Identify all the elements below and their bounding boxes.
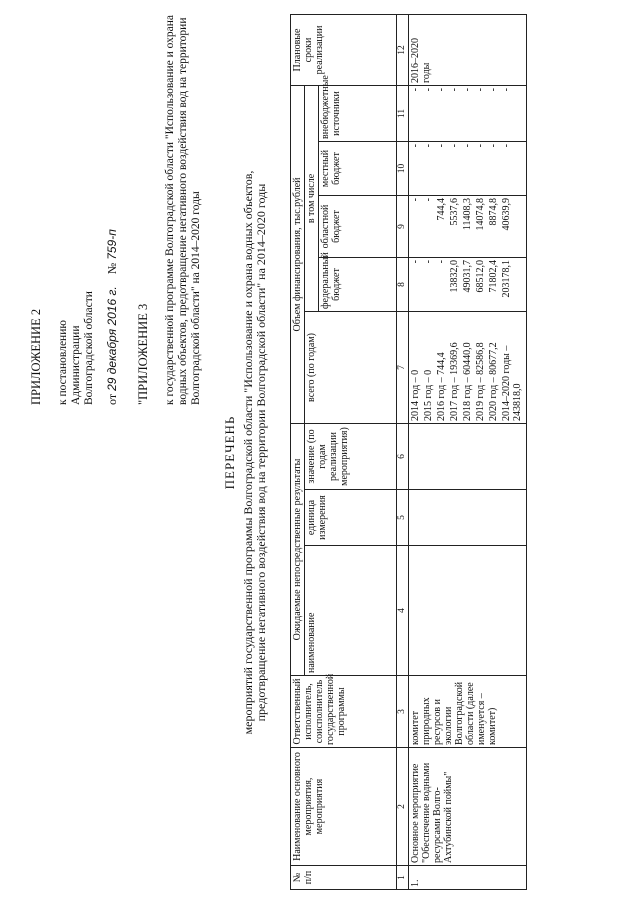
- local-value: -: [488, 143, 499, 148]
- federal-value: 71802,4: [488, 259, 499, 293]
- row-terms: 2016–2020 годы: [409, 14, 527, 85]
- document-subtitle: мероприятий государственной программы Волгоградской области "Использование и охрана водных объектов, предотвращение негативного воздействия вод на территории Волгоградской области" на 2014–2020 годы: [241, 170, 268, 735]
- total-value: 2014 год – 0: [410, 369, 421, 421]
- extra-value: -: [488, 87, 499, 92]
- total-value: 2014–2020 годы – 243818,0: [501, 345, 523, 421]
- row-res-name: [409, 546, 527, 676]
- header-regional: областной бюджет: [319, 195, 397, 257]
- federal-value: -: [436, 259, 447, 264]
- col-number: 8: [397, 257, 409, 311]
- header-federal: федеральный бюджет: [319, 257, 397, 311]
- regional-value: 744,4: [436, 197, 447, 221]
- col-number: 2: [397, 748, 409, 866]
- row-regional: [409, 195, 527, 257]
- total-value: 2016 год – 744,4: [436, 352, 447, 421]
- col-number: 9: [397, 195, 409, 257]
- header-incl: в том числе: [305, 85, 319, 311]
- appendix3-title: "ПРИЛОЖЕНИЕ 3: [136, 303, 150, 405]
- header-res-unit: единица измерения: [305, 490, 397, 546]
- extra-value: -: [410, 87, 421, 92]
- column-numbers-row: [397, 14, 409, 889]
- col-number: 1: [397, 866, 409, 890]
- federal-value: 49031,7: [462, 259, 473, 293]
- local-value: -: [410, 143, 421, 148]
- number-label: №: [105, 262, 119, 275]
- header-finance: Объем финансирования, тыс.рублей: [291, 85, 305, 423]
- measures-table: [290, 14, 527, 890]
- row-local: [409, 141, 527, 195]
- col-number: 12: [397, 14, 409, 85]
- appendix-date-row: [106, 15, 119, 405]
- federal-value: 13832,0: [449, 259, 460, 293]
- total-value: 2020 год – 80677,2: [488, 342, 499, 421]
- header-terms: Плановые сроки реализации: [291, 14, 397, 85]
- local-value: -: [475, 143, 486, 148]
- appendix3-text: к государственной программе Волгоградской области "Использование и охрана водных объектов, предотвращение негативного воздействия вод на территории Волгоградской области" на 2014–2020 годы: [164, 15, 202, 405]
- appendix-line: к постановлению: [57, 320, 69, 405]
- extra-value: -: [462, 87, 473, 92]
- local-value: -: [436, 143, 447, 148]
- row-res-unit: [409, 490, 527, 546]
- federal-value: -: [410, 259, 421, 264]
- table-header-row: [291, 14, 305, 889]
- row-name: Основное мероприятие "Обеспечение водными ресурсами Волго-Ахтубинской поймы": [409, 748, 527, 866]
- date-value: 29 декабря 2016 г.: [105, 286, 119, 391]
- appendix-line: Администрации: [70, 325, 82, 405]
- total-value: 2019 год – 82586,8: [475, 342, 486, 421]
- appendix-block: [30, 15, 203, 405]
- regional-value: -: [410, 197, 421, 202]
- col-number: 6: [397, 423, 409, 489]
- header-executor: Ответственный исполнитель, соисполнитель государственной программы: [291, 676, 397, 748]
- row-res-value: [409, 423, 527, 489]
- extra-value: -: [423, 87, 434, 92]
- regional-value: 11408,3: [462, 197, 473, 231]
- row-executor: комитет природных ресурсов и экологии Волгоградской области (далее именуется – комитет): [409, 676, 527, 748]
- date-prefix: от: [105, 393, 119, 405]
- appendix-line: Волгоградской области: [83, 291, 95, 405]
- col-number: 7: [397, 311, 409, 423]
- header-res-value: значение (по годам реализации мероприятия): [305, 423, 397, 489]
- appendix-title: ПРИЛОЖЕНИЕ 2: [29, 308, 43, 405]
- table-row: [409, 14, 527, 889]
- row-num: 1.: [409, 866, 527, 890]
- number-value: 759-п: [105, 229, 119, 260]
- header-res-name: наименование: [305, 546, 397, 676]
- col-number: 3: [397, 676, 409, 748]
- federal-value: 68512,0: [475, 259, 486, 293]
- regional-value: 14074,8: [475, 197, 486, 231]
- extra-value: -: [501, 87, 512, 92]
- header-num: № п/п: [291, 866, 397, 890]
- federal-value: -: [423, 259, 434, 264]
- document-title: ПЕРЕЧЕНЬ: [222, 415, 237, 490]
- regional-value: 40639,9: [501, 197, 512, 231]
- col-number: 10: [397, 141, 409, 195]
- total-value: 2018 год – 60440,0: [462, 342, 473, 421]
- row-federal: [409, 257, 527, 311]
- header-local: местный бюджет: [319, 141, 397, 195]
- extra-value: -: [449, 87, 460, 92]
- regional-value: -: [423, 197, 434, 202]
- local-value: -: [449, 143, 460, 148]
- header-results: Ожидаемые непосредственные результаты: [291, 423, 305, 675]
- total-value: 2017 год – 19369,6: [449, 342, 460, 421]
- local-value: -: [462, 143, 473, 148]
- extra-value: -: [475, 87, 486, 92]
- row-totals: [409, 311, 527, 423]
- col-number: 4: [397, 546, 409, 676]
- col-number: 5: [397, 490, 409, 546]
- header-extra: внебюджетные источники: [319, 85, 397, 141]
- extra-value: -: [436, 87, 447, 92]
- header-total: всего (по годам): [305, 311, 397, 423]
- federal-value: 203178,1: [501, 259, 512, 298]
- local-value: -: [423, 143, 434, 148]
- row-extra: [409, 85, 527, 141]
- regional-value: 5537,6: [449, 197, 460, 226]
- col-number: 11: [397, 85, 409, 141]
- local-value: -: [501, 143, 512, 148]
- header-name: Наименование основного мероприятия, мероприятия: [291, 748, 397, 866]
- regional-value: 8874,8: [488, 197, 499, 226]
- total-value: 2015 год – 0: [423, 369, 434, 421]
